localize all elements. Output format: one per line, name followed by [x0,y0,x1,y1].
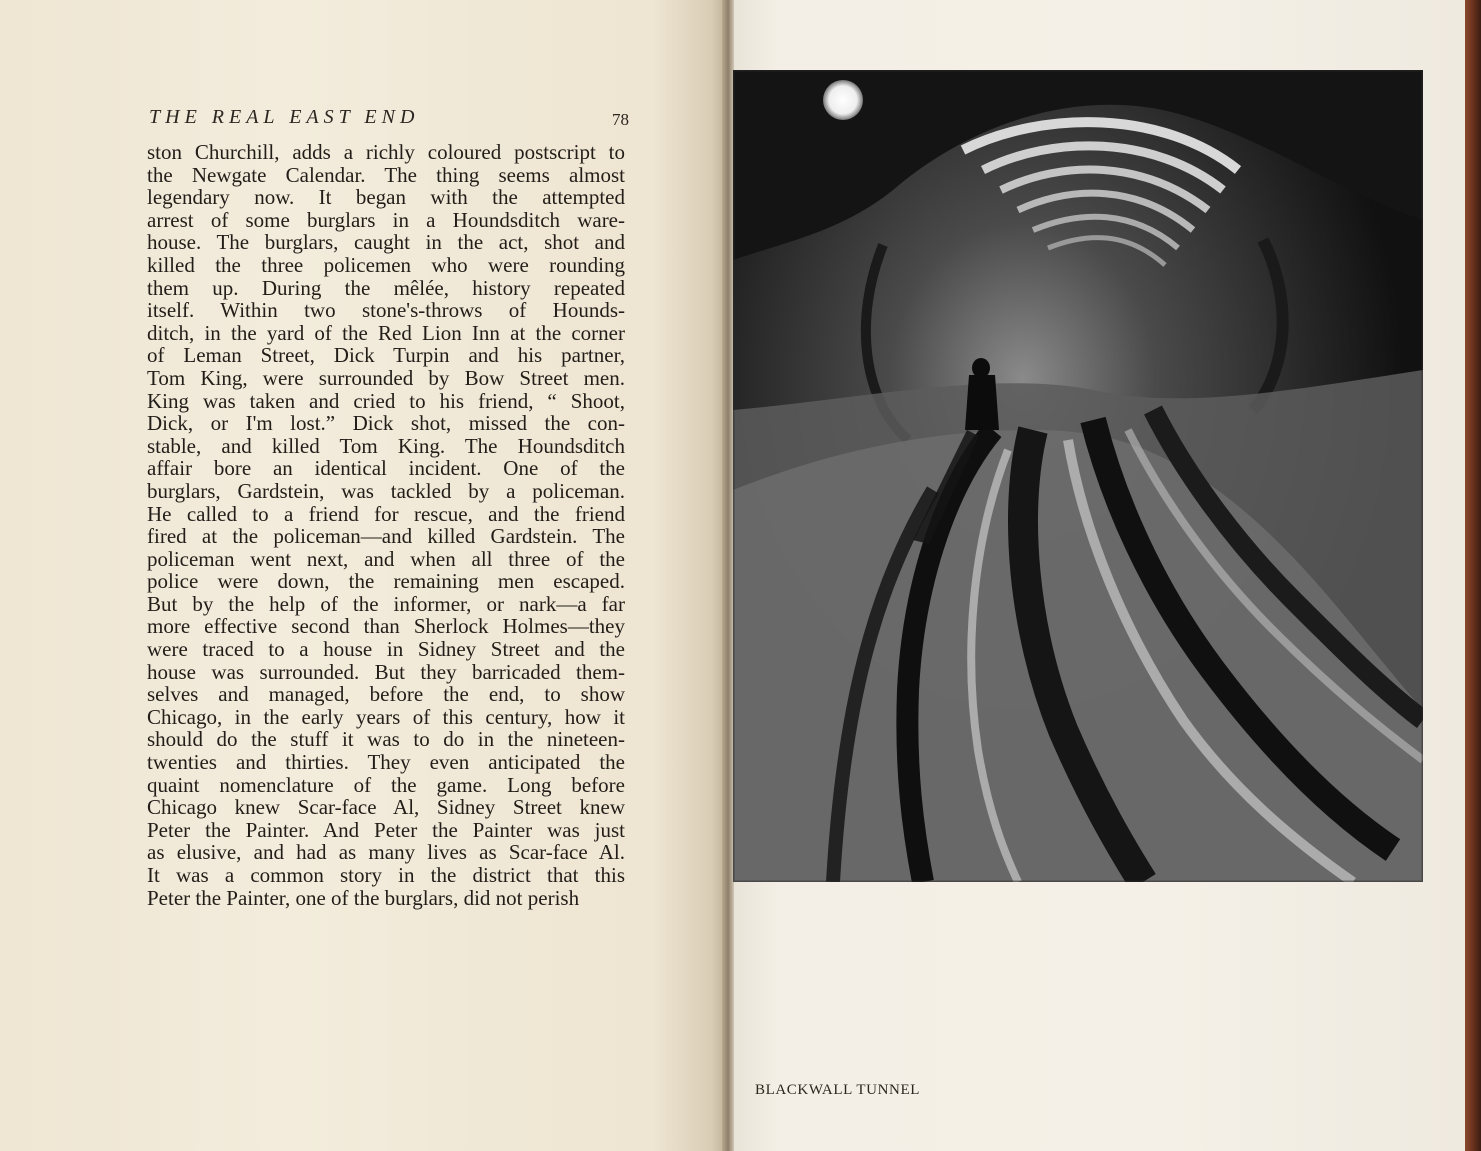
text-line: ston Churchill, adds a richly coloured postscript to [147,140,625,164]
illustration-caption: BLACKWALL TUNNEL [755,1082,920,1098]
text-line: as elusive, and had as many lives as Scar-face Al. [147,840,625,865]
text-line: Peter the Painter. And Peter the Painter was just [147,817,625,842]
text-line: burglars, Gardstein, was tackled by a policeman. [147,478,625,503]
text-line: arrest of some burglars in a Houndsditch ware- [147,207,625,232]
text-line: stable, and killed Tom King. The Houndsditch [147,433,625,458]
running-head-title: THE REAL EAST END [149,106,420,128]
text-line: Dick, or I'm lost.” Dick shot, missed the con- [147,411,625,436]
text-line: ditch, in the yard of the Red Lion Inn at the corner [147,320,625,345]
text-line: of Leman Street, Dick Turpin and his partner, [147,343,625,368]
text-line: killed the three policemen who were rounding [147,252,625,277]
text-line: were traced to a house in Sidney Street and the [147,637,625,662]
text-line: more effective second than Sherlock Holmes—they [147,614,625,639]
text-line: King was taken and cried to his friend, “ Shoot, [147,388,625,413]
text-line: selves and managed, before the end, to show [147,682,625,707]
text-line: them up. During the mêlée, history repeated [147,275,625,300]
text-line: Tom King, were surrounded by Bow Street men. [147,365,625,390]
text-line: affair bore an identical incident. One of the [147,456,625,481]
text-line: should do the stuff it was to do in the nineteen- [147,727,625,752]
text-line: quaint nomenclature of the game. Long before [147,772,625,797]
tunnel-illustration [733,70,1423,882]
book-cover-edge [1465,0,1481,1151]
text-line: house was surrounded. But they barricaded them- [147,659,625,684]
text-line: itself. Within two stone's-throws of Hounds- [147,298,625,323]
text-line: house. The burglars, caught in the act, shot and [147,230,625,255]
text-line: But by the help of the informer, or nark—a far [147,591,625,616]
text-line: Chicago knew Scar-face Al, Sidney Street knew [147,795,625,820]
body-text [147,141,625,921]
text-line: police were down, the remaining men escaped. [147,569,625,594]
text-line: legendary now. It began with the attempted [147,185,625,210]
running-head [149,106,629,132]
text-line: Peter the Painter, one of the burglars, did not perish [147,885,580,910]
text-line: Chicago, in the early years of this century, how it [147,704,625,729]
text-line: the Newgate Calendar. The thing seems almost [147,162,625,187]
page-number: 78 [612,110,629,129]
text-line: twenties and thirties. They even anticipated the [147,750,625,775]
text-line: It was a common story in the district that this [147,863,625,887]
text-line: fired at the policeman—and killed Gardstein. The [147,524,625,549]
text-line: policeman went next, and when all three of the [147,546,625,571]
text-line: He called to a friend for rescue, and the friend [147,501,625,526]
